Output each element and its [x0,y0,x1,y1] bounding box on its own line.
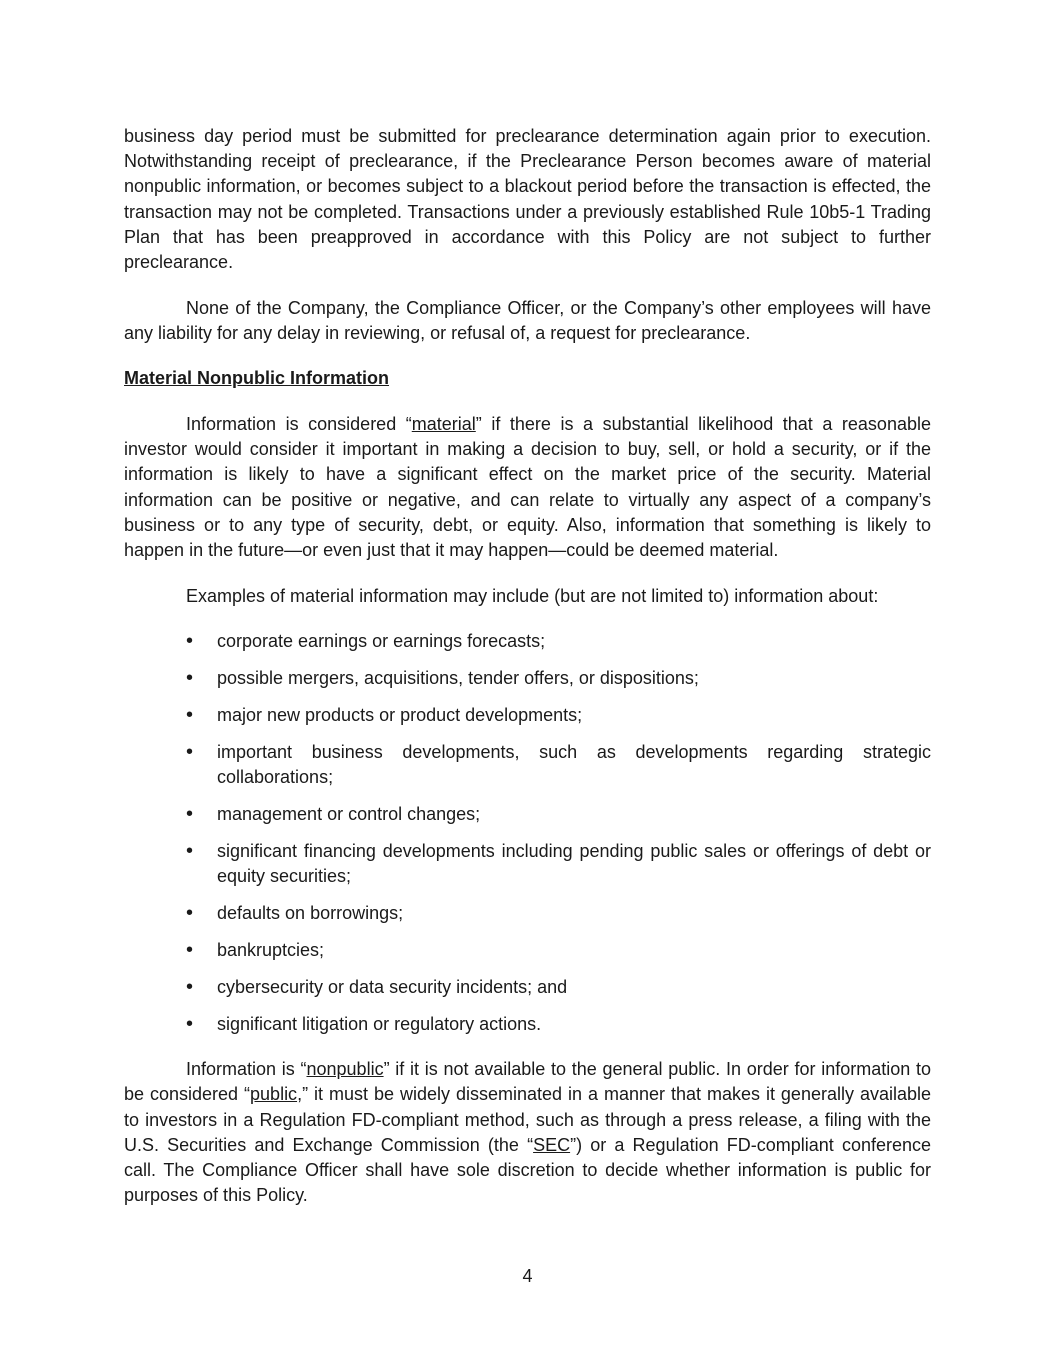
material-definition-paragraph [124,412,931,563]
list-item: • bankruptcies; [124,938,931,963]
list-item: • defaults on borrowings; [124,901,931,926]
text-run: ” if there is a substantial likelihood that a reasonable investor would consider it important in making a decision to buy, sell, or hold a security, or if the information is likely to have a significant effect on the market price of the security. Material information can be positive or negative, and can relate to virtually any aspect of a company’s business or to any type of security, debt, or equity. Also, information that something is likely to happen in the future—or even just that it may happen—could be deemed material. [124,414,931,561]
text-run: ”) or a Regulation FD-compliant conference call. The Compliance Officer shall have sole discretion to decide whether information is public for purposes of this Policy. [124,1134,932,1206]
examples-intro: Examples of material information may include (but are not limited to) information about: [186,585,879,606]
text-run: ” if it is not available to the general public. In order for information to be considered “ [124,1059,931,1105]
text-run: Information is “ [186,1059,307,1080]
defined-term-public: public [250,1084,298,1105]
document-page [124,124,931,1208]
section-heading-material-nonpublic: Material Nonpublic Information [124,368,390,389]
list-item: • corporate earnings or earnings forecasts; [124,629,931,654]
list-item: • cybersecurity or data security incidents; and [124,975,931,1000]
list-item: • significant litigation or regulatory actions. [124,1012,931,1037]
list-item: • possible mergers, acquisitions, tender offers, or dispositions; [124,666,931,691]
examples-list [124,629,931,1037]
list-item: • major new products or product developments; [124,703,931,728]
list-item: • significant financing developments including pending public sales or offerings of debt or equity securities; [124,839,931,889]
list-item: • important business developments, such as developments regarding strategic collaborations; [124,740,931,790]
text-run: ,” it must be widely disseminated in a manner that makes it generally available to investors in a Regulation FD-compliant method, such as through a press release, a filing with the U.S. Securities and Exchange Commission (the “ [124,1084,931,1155]
defined-term-sec: SEC [533,1134,571,1155]
text-run: Information is considered “ [186,414,412,434]
list-item: • management or control changes; [124,802,931,827]
nonpublic-definition-paragraph [124,1057,931,1208]
liability-paragraph: None of the Company, the Compliance Officer, or the Company’s other employees will have any liability for any delay in reviewing, or refusal of, a request for preclearance. [124,297,931,343]
defined-term-nonpublic: nonpublic [306,1059,384,1080]
defined-term-material: material [411,414,476,434]
page-number: 4 [522,1266,533,1286]
preclearance-continuation-paragraph: business day period must be submitted for preclearance determination again prior to execution. Notwithstanding receipt of preclearance, if the Preclearance Person becomes aware of material nonpublic information, or becomes subject to a blackout period before the transaction is effected, the transaction may not be completed. Transactions under a previously established Rule 10b5-1 Trading Plan that has been preapproved in accordance with this Policy are not subject to further preclearance. [124,126,931,273]
